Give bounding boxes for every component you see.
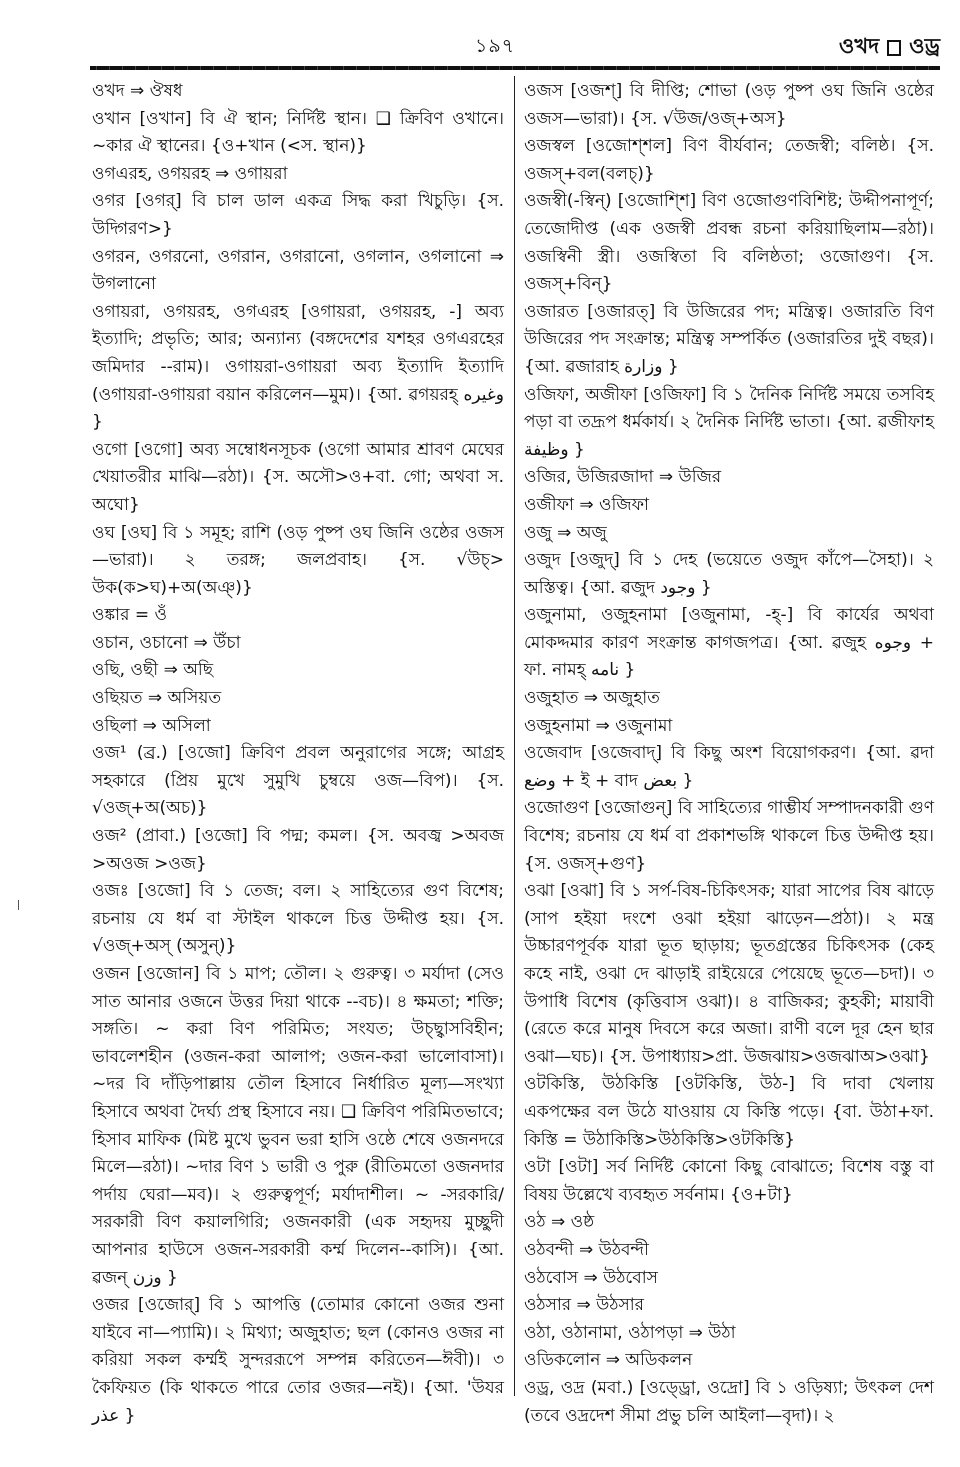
dictionary-entry bbox=[524, 1071, 934, 1154]
entry-text: ওজুনামা, ওজুহনামা [ওজুনামা, -হ্-] বি কার্যের অথবা মোকদ্দমার কারণ সংক্রান্ত কাগজপত্র। {আ. ৱজুহ وجوه + ফা. নামহ্ نامه } bbox=[524, 605, 934, 681]
entry-text: ওজন [ওজোন] বি ১ মাপ; তৌল। ২ গুরুত্ব। ৩ মর্যাদা (সেও সাত আনার ওজনে উত্তর দিয়া থাকে --বচ)। ৪ ক্ষমতা; শক্তি; সঙ্গতি। ~ করা বিণ পরিমিত; সংযত; উচ্ছ্বাসবিহীন; ভাবলেশহীন (ওজন-করা আলাপ; ওজন-করা ভালোবাসা)। ~দর বি দাঁড়িপাল্লায় তৌল হিসাবে নির্ধারিত মূল্য—সংখ্যা হিসাবে অথবা দৈর্ঘ্য প্রস্থ হিসাবে নয়। ❑ ক্রিবিণ পরিমিতভাবে; হিসাব মাফিক (মিষ্ট মুখে ভুবন ভরা হাসি ওষ্ঠে শেষে ওজনদরে মিলে—রঠা)। ~দার বিণ ১ ভারী ও পুরু (রীতিমতো ওজনদার পর্দায় ঘেরা—মব)। ২ গুরুত্বপূর্ণ; মর্যাদাশীল। ~ -সরকারি/ সরকারী বিণ কয়ালগিরি; ওজনকারী (এক সহৃদয় মুচ্ছুদী আপনার হাউসে ওজন-সরকারী কর্ম্ম দিলেন--কাসি)। {আ. ৱজন্ وزن } bbox=[92, 964, 505, 1288]
guide-word-last: ওড্র bbox=[909, 34, 940, 58]
dictionary-entry bbox=[92, 657, 504, 685]
entry-text: ওজুহনামা ⇒ ওজুনামা bbox=[524, 715, 673, 736]
entry-text: ওটকিস্তি, উঠকিস্তি [ওটকিস্তি, উঠ-] বি দাবা খেলায় একপক্ষের বল উঠে যাওয়ায় যে কিস্তি পড়ে। {বা. উঠা+ফা. কিস্তি = উঠাকিস্তি>উঠকিস্তি>ওটকিস্তি} bbox=[524, 1074, 934, 1150]
dictionary-entry bbox=[524, 713, 934, 741]
dictionary-entry bbox=[92, 106, 504, 161]
entry-text: ওজস্বী(-স্বিন্) [ওজোশ্শি] বিণ ওজোগুণবিশিষ্ট; উদ্দীপনাপূর্ণ; তেজোদীপ্ত (এক ওজস্বী প্রবন্ধ রচনা করিয়াছিলাম—রঠা)। ওজস্বিনী স্ত্রী। ওজস্বিতা বি বলিষ্ঠতা; ওজোগুণ। {স. ওজস্+বিন্} bbox=[524, 191, 934, 295]
entry-text: ওঠা, ওঠানামা, ওঠাপড়া ⇒ উঠা bbox=[524, 1322, 736, 1343]
dictionary-entry bbox=[92, 78, 504, 106]
entry-text: ওগর [ওগর্] বি চাল ডাল একত্র সিদ্ধ করা খিচুড়ি। {স. উদ্গিরণ>} bbox=[92, 191, 504, 239]
dictionary-entry bbox=[524, 1154, 934, 1209]
entry-text: ওজ² (প্রাবা.) [ওজো] বি পদ্ম; কমল। {স. অবজ্ব >অবজ >অওজ >ওজ} bbox=[92, 826, 504, 874]
dictionary-entry bbox=[92, 437, 504, 520]
entry-text: ওঠবোস ⇒ উঠবোস bbox=[524, 1267, 658, 1288]
dictionary-entry bbox=[524, 685, 934, 713]
dictionary-entry bbox=[524, 492, 934, 520]
entry-text: ওজেবাদ [ওজেবাদ্] বি কিছু অংশ বিয়োগকরণ। {আ. ৱদা وضع + ই + বাদ بعض } bbox=[524, 743, 934, 791]
entry-text: ওগএরহ, ওগয়রহ ⇒ ওগায়রা bbox=[92, 163, 288, 184]
dictionary-entry bbox=[524, 464, 934, 492]
dictionary-entry bbox=[524, 602, 934, 685]
dictionary-entry bbox=[524, 547, 934, 602]
dictionary-entry bbox=[92, 188, 504, 243]
dictionary-entry bbox=[524, 520, 934, 548]
dictionary-entry bbox=[524, 1347, 934, 1375]
entry-text: ওঘ [ওঘ] বি ১ সমূহ; রাশি (ওড় পুষ্প ওঘ জিনি ওষ্ঠের ওজস—ভারা)। ২ তরঙ্গ; জলপ্রবাহ। {স. √উচ্> উক(ক>ঘ)+অ(অঞ্)} bbox=[92, 522, 504, 598]
entry-text: ওখদ ⇒ ঔষধ bbox=[92, 81, 183, 101]
dictionary-entry bbox=[524, 299, 934, 382]
dictionary-entry bbox=[524, 1237, 934, 1265]
entry-text: ওটা [ওটা] সর্ব নির্দিষ্ট কোনো কিছু বোঝাতে; বিশেষ বস্তু বা বিষয় উল্লেখে ব্যবহৃত সর্বনাম। {ও+টা} bbox=[524, 1157, 934, 1205]
dictionary-entry bbox=[524, 188, 934, 298]
entry-text: ওঝা [ওঝা] বি ১ সর্প-বিষ-চিকিৎসক; যারা সাপের বিষ ঝাড়ে (সাপ হইয়া দংশে ওঝা হইয়া ঝাড়েন—প্রঠা)। ২ মন্ত্র উচ্চারণপূর্বক যারা ভূত ছাড়ায়; ভূতগ্রস্তের চিকিৎসক (কেহ কহে নাই, ওঝা দে ঝাড়াই রাইয়েরে পেয়েছে ভূতে—চদা)। ৩ উপাধি বিশেষ (কৃত্তিবাস ওঝা)। ৪ বাজিকর; কুহকী; মায়াবী (রেতে করে মানুষ দিবসে করে অজা। রাণী বলে দূর হেন ছার ওঝা—ঘচ)। {স. উপাধ্যায়>প্রা. উজঝায়>ওজঝাঅ>ওঝা} bbox=[524, 881, 934, 1067]
dictionary-entry bbox=[524, 78, 934, 133]
entry-text: ওজর [ওজোর্] বি ১ আপত্তি (তোমার কোনো ওজর শুনা যাইবে না—প্যামি)। ২ মিথ্যা; অজুহাত; ছল (কোনও ওজর না করিয়া সকল কর্ম্মই সুন্দররূপে সম্পন্ন করিতেন—ঈবী)। ৩ কৈফিয়ত (কি থাকতে পারে তোর ওজর—নই)। {আ. 'উযর عذر } bbox=[92, 1295, 504, 1426]
entry-text: ওঠসার ⇒ উঠসার bbox=[524, 1295, 644, 1316]
dictionary-entry bbox=[92, 740, 504, 823]
entry-text: ওজু ⇒ অজু bbox=[524, 522, 607, 543]
entry-text: ওজীফা ⇒ ওজিফা bbox=[524, 494, 649, 515]
header-rule bbox=[90, 66, 940, 70]
entry-text: ওঠবন্দী ⇒ উঠবন্দী bbox=[524, 1239, 649, 1260]
entry-text: ওড্র, ওদ্র (মবা.) [ওড্ড্রো, ওদ্রো] বি ১ ওড়িষ্যা; উৎকল দেশ (তবে ওদ্রদেশ সীমা প্রভু চলি আইলা—বৃদা)। ২ bbox=[524, 1377, 934, 1426]
entry-text: ওজোগুণ [ওজোগুন্] বি সাহিত্যের গাম্ভীর্য সম্পাদনকারী গুণ বিশেষ; রচনায় যে ধর্ম বা প্রকাশভঙ্গি থাকলে চিত্ত উদ্দীপ্ত হয়। {স. ওজস্+গুণ} bbox=[524, 798, 934, 874]
entry-text: ওখান [ওখান] বি ঐ স্থান; নির্দিষ্ট স্থান। ❑ ক্রিবিণ ওখানে। ~কার ঐ স্থানের। {ও+খান (<স. স্থান)} bbox=[92, 108, 504, 157]
right-column bbox=[524, 78, 934, 1430]
dictionary-entry bbox=[92, 244, 504, 299]
dictionary-entry bbox=[524, 740, 934, 795]
entry-text: ওজুদ [ওজুদ্] বি ১ দেহ (ভয়েতে ওজুদ কাঁপে—সৈহা)। ২ অস্তিত্ব। {আ. ৱজুদ وجود } bbox=[524, 550, 934, 598]
dictionary-entry bbox=[524, 878, 934, 1071]
dictionary-entry bbox=[524, 1265, 934, 1293]
column-divider bbox=[514, 76, 515, 1396]
entry-text: ওজ¹ (ব্র.) [ওজো] ক্রিবিণ প্রবল অনুরাগের সঙ্গে; আগ্রহ সহকারে (প্রিয় মুখে সুমুখি চুম্বয়ে ওজ—বিপ)। {স. √ওজ্+অ(অচ)} bbox=[92, 743, 504, 819]
entry-text: ওজির, উজিরজাদা ⇒ উজির bbox=[524, 467, 722, 488]
entry-text: ওজিফা, অজীফা [ওজিফা] বি ১ দৈনিক নির্দিষ্ট সময়ে তসবিহ পড়া বা তদ্রূপ ধর্মকার্য। ২ দৈনিক নির্দিষ্ট ভাতা। {আ. ৱজীফাহ وظيفة } bbox=[524, 384, 934, 460]
entry-text: ওজস [ওজশ্] বি দীপ্তি; শোভা (ওড় পুষ্প ওঘ জিনি ওষ্ঠের ওজস—ভারা)। {স. √উজ/ওজ্+অস} bbox=[524, 81, 934, 129]
entry-text: ওঠ ⇒ ওষ্ঠ bbox=[524, 1212, 595, 1233]
dictionary-entry bbox=[524, 133, 934, 188]
dictionary-entry bbox=[92, 823, 504, 878]
guide-word-first: ওখদ bbox=[838, 34, 880, 58]
dictionary-entry bbox=[524, 795, 934, 878]
guide-words bbox=[839, 30, 940, 65]
entry-text: ওজঃ [ওজো] বি ১ তেজ; বল। ২ সাহিত্যের গুণ বিশেষ; রচনায় যে ধর্ম বা স্টাইল থাকলে চিত্ত উদ্দীপ্ত হয়। {স. √ওজ্+অস্ (অসুন্)} bbox=[92, 881, 504, 957]
page-header bbox=[90, 28, 940, 62]
left-column bbox=[92, 78, 504, 1430]
margin-mark bbox=[18, 900, 19, 910]
dictionary-entry bbox=[92, 299, 504, 437]
entry-text: ওগায়রা, ওগয়রহ, ওগএরহ [ওগায়রা, ওগয়রহ, -] অব্য ইত্যাদি; প্রভৃতি; আর; অন্যান্য (বঙ্গদেশের যশহর ওগএরহের জমিদার --রাম)। ওগায়রা-ওগায়রা অব্য ইত্যাদি ইত্যাদি (ওগায়রা-ওগায়রা বয়ান করিলেন—মুম)। {আ. ৱগয়রহ্ وغيره } bbox=[92, 301, 504, 433]
entry-text: ওডিকলোন ⇒ অডিকলন bbox=[524, 1350, 693, 1371]
dictionary-entry bbox=[524, 382, 934, 465]
entry-text: ওগো [ওগো] অব্য সম্বোধনসূচক (ওগো আমার শ্রাবণ মেঘের খেয়াতরীর মাঝি—রঠা)। {স. অসৌ>ও+বা. গো; অথবা স. অঘো} bbox=[92, 439, 504, 515]
dictionary-entry bbox=[524, 1292, 934, 1320]
dictionary-entry bbox=[524, 1375, 934, 1430]
entry-text: ওজস্বল [ওজোশ্শল] বিণ বীর্যবান; তেজস্বী; বলিষ্ঠ। {স. ওজস্+বল(বলচ্)} bbox=[524, 136, 934, 184]
dictionary-entry bbox=[92, 1292, 504, 1430]
dictionary-entry bbox=[92, 961, 504, 1292]
dictionary-entry bbox=[92, 878, 504, 961]
entry-text: ওছি, ওছী ⇒ অছি bbox=[92, 660, 214, 681]
entry-text: ওছিলা ⇒ অসিলা bbox=[92, 715, 211, 736]
dictionary-entry bbox=[524, 1209, 934, 1237]
dictionary-entry bbox=[92, 520, 504, 603]
dictionary-entry bbox=[92, 713, 504, 741]
entry-text: ওগরন, ওগরনো, ওগরান, ওগরানো, ওগলান, ওগলানো ⇒ উগলানো bbox=[92, 246, 504, 295]
dictionary-entry bbox=[92, 685, 504, 713]
guide-separator-box bbox=[887, 40, 901, 56]
entry-text: ওজারত [ওজারত্] বি উজিরের পদ; মন্ত্রিত্ব। ওজারতি বিণ উজিরের পদ সংক্রান্ত; মন্ত্রিত্ব সম্পর্কিত (ওজারতির দুই বছর)। {আ. ৱজারাহ وزارة } bbox=[524, 301, 934, 377]
page-number: ১৯৭ bbox=[475, 35, 516, 57]
dictionary-entry bbox=[524, 1320, 934, 1348]
dictionary-entry bbox=[92, 161, 504, 189]
entry-text: ওছিয়ত ⇒ অসিয়ত bbox=[92, 688, 222, 709]
entry-text: ওচান, ওচানো ⇒ উঁচা bbox=[92, 632, 241, 653]
entry-text: ওঙ্কার = ওঁ bbox=[92, 605, 167, 626]
entry-text: ওজুহাত ⇒ অজুহাত bbox=[524, 688, 660, 709]
dictionary-entry bbox=[92, 630, 504, 658]
dictionary-entry bbox=[92, 602, 504, 630]
